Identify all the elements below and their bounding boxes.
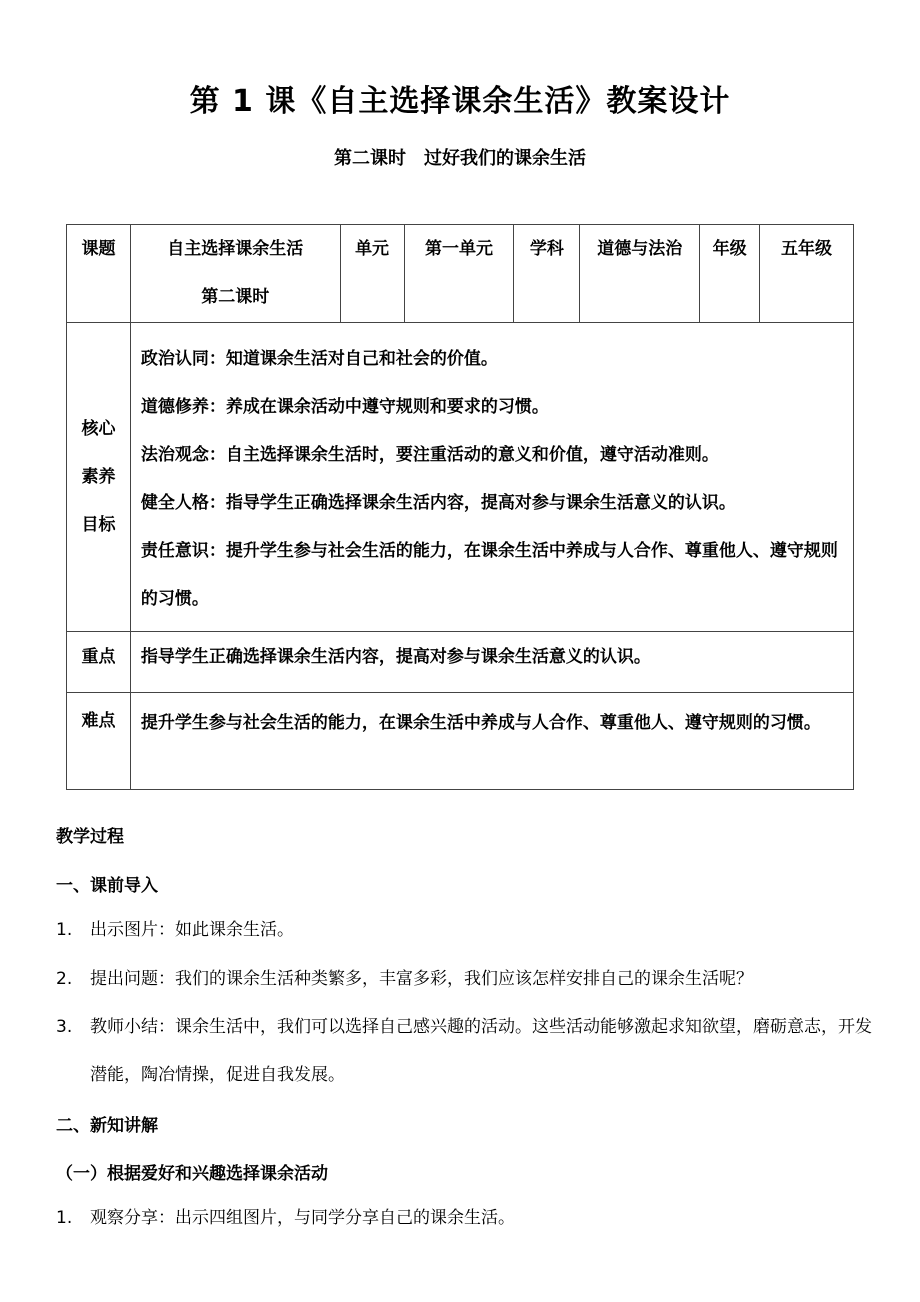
core-goals-label: 核心 素养 目标 [67,323,131,632]
section-new-knowledge-heading: 二、新知讲解 [56,1116,158,1136]
subject-value: 道德与法治 [580,225,700,323]
list-item: 1. 观察分享：出示四组图片，与同学分享自己的课余生活。 [56,1208,515,1228]
difficulty-label: 难点 [67,693,131,790]
goal-moral: 道德修养：养成在课余活动中遵守规则和要求的习惯。 [140,397,549,417]
document-subtitle: 第二课时 过好我们的课余生活 [334,148,586,169]
key-point-row [67,632,854,693]
goal-law: 法治观念：自主选择课余生活时，要注重活动的意义和价值，遵守活动准则。 [140,445,719,465]
difficulty-content: 提升学生参与社会生活的能力，在课余生活中养成与人合作、尊重他人、遵守规则的习惯。 [130,693,853,790]
difficulty-row [67,693,854,790]
topic-value [130,225,340,323]
unit-value: 第一单元 [404,225,514,323]
list-item: 3. 教师小结：课余生活中，我们可以选择自己感兴趣的活动。这些活动能够激起求知欲望，磨砺意志，开发潜能，陶冶情操，促进自我发展。 [56,1017,872,1085]
subject-label: 学科 [514,225,580,323]
topic-label: 课题 [67,225,131,323]
grade-value: 五年级 [760,225,854,323]
subsection-heading: （一）根据爱好和兴趣选择课余活动 [56,1164,328,1184]
core-goals-content [130,323,853,632]
key-point-content: 指导学生正确选择课余生活内容，提高对参与课余生活意义的认识。 [130,632,853,693]
document-title: 第 1 课《自主选择课余生活》教案设计 [189,84,731,119]
topic-value-line2: 第二课时 [201,287,270,307]
grade-label: 年级 [700,225,760,323]
topic-value-line1: 自主选择课余生活 [167,239,304,259]
goal-personality: 健全人格：指导学生正确选择课余生活内容，提高对参与课余生活意义的认识。 [140,493,736,513]
key-point-label: 重点 [67,632,131,693]
list-item: 2. 提出问题：我们的课余生活种类繁多，丰富多彩，我们应该怎样安排自己的课余生活呢？ [56,969,753,989]
unit-label: 单元 [340,225,404,323]
section-intro-heading: 一、课前导入 [56,876,158,896]
table-header-row [67,225,854,323]
goal-responsibility: 责任意识：提升学生参与社会生活的能力，在课余生活中养成与人合作、尊重他人、遵守规则的习惯。 [140,541,838,609]
core-goals-row [67,323,854,632]
list-item: 1. 出示图片：如此课余生活。 [56,920,294,940]
goal-political: 政治认同：知道课余生活对自己和社会的价值。 [140,349,498,369]
process-heading: 教学过程 [56,827,124,847]
lesson-info-table [66,224,854,790]
